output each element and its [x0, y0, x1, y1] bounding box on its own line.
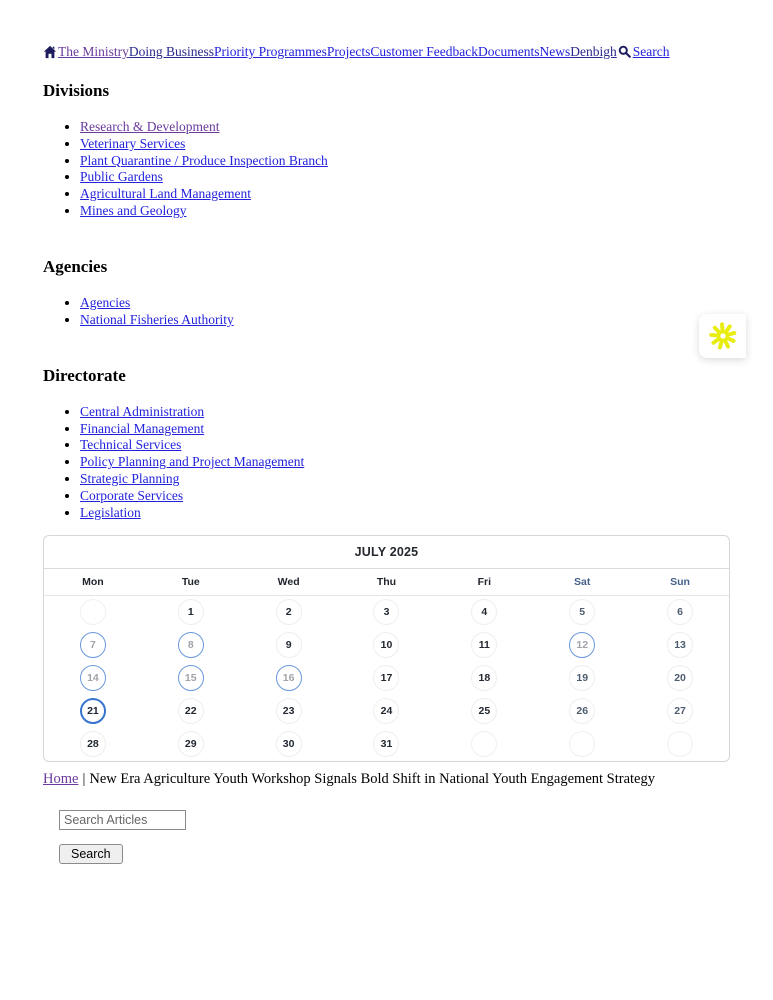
section-link[interactable]: Research & Development: [80, 119, 220, 134]
calendar-cell: [435, 629, 533, 662]
list-item: [80, 489, 730, 502]
calendar-cell: [631, 629, 729, 662]
nav-link[interactable]: Customer Feedback: [370, 44, 478, 59]
section-link-list: [43, 120, 730, 217]
calendar-cell: [338, 662, 436, 695]
section-link[interactable]: Central Administration: [80, 403, 205, 419]
weekday-label: Sun: [670, 575, 690, 588]
section-link[interactable]: Plant Quarantine / Produce Inspection Branch: [80, 152, 328, 168]
section-link[interactable]: Financial Management: [80, 420, 205, 436]
calendar-week-row: [44, 728, 729, 761]
calendar-day[interactable]: 20: [667, 665, 693, 691]
calendar-cell: [631, 662, 729, 695]
section-link[interactable]: Technical Services: [80, 437, 182, 453]
calendar-cell: [240, 596, 338, 629]
calendar-cell: [338, 695, 436, 728]
section-link[interactable]: Legislation: [80, 504, 141, 520]
calendar-cell: [631, 695, 729, 728]
section-link[interactable]: Policy Planning and Project Management: [80, 454, 305, 470]
sunburst-icon: [708, 321, 738, 351]
article-search-form: [59, 810, 730, 864]
calendar-day[interactable]: 31: [373, 731, 399, 757]
calendar-cell: [435, 695, 533, 728]
calendar-cell: [533, 662, 631, 695]
calendar-cell: [44, 662, 142, 695]
calendar-day[interactable]: 3: [373, 599, 399, 625]
calendar-cell: [240, 629, 338, 662]
sections-container: [43, 81, 730, 519]
list-item: [80, 154, 730, 167]
calendar-day[interactable]: 26: [569, 698, 595, 724]
search-magnifier-icon[interactable]: [618, 45, 631, 58]
calendar-cell: [533, 695, 631, 728]
calendar-week-row: [44, 629, 729, 662]
section-link[interactable]: National Fisheries Authority: [80, 311, 234, 327]
calendar-month-title: JULY 2025: [44, 536, 729, 569]
home-link[interactable]: Home: [43, 770, 79, 787]
calendar-week-row: [44, 662, 729, 695]
accessibility-widget-button[interactable]: [699, 314, 746, 358]
calendar-day[interactable]: 25: [471, 698, 497, 724]
calendar-cell: [435, 728, 533, 761]
search-articles-input[interactable]: [59, 810, 186, 830]
calendar-day[interactable]: 9: [276, 632, 302, 658]
calendar-day[interactable]: 17: [373, 665, 399, 691]
nav-link[interactable]: Documents: [478, 44, 540, 59]
section-heading: Agencies: [43, 256, 108, 276]
calendar-day-empty: [569, 731, 595, 757]
calendar-day[interactable]: 16: [276, 665, 302, 691]
nav-link[interactable]: Priority Programmes: [214, 44, 327, 59]
calendar-cell: [240, 728, 338, 761]
calendar-day[interactable]: 11: [471, 632, 497, 658]
section-heading: Divisions: [43, 81, 110, 100]
nav-link[interactable]: The Ministry: [58, 44, 129, 59]
calendar-week-row: [44, 695, 729, 728]
calendar-day-empty: [80, 599, 106, 625]
section-link[interactable]: Agencies: [80, 294, 131, 310]
list-item: [80, 313, 730, 326]
section-link[interactable]: Public Gardens: [80, 169, 163, 185]
breadcrumb-separator: |: [82, 770, 86, 787]
calendar-cell: [44, 695, 142, 728]
article-title: New Era Agriculture Youth Workshop Signals Bold Shift in National Youth Engagement Strategy: [89, 770, 655, 787]
calendar-day[interactable]: 5: [569, 599, 595, 625]
list-item: [80, 472, 730, 485]
list-item: [80, 422, 730, 435]
calendar-cell: [533, 596, 631, 629]
list-item: [80, 137, 730, 150]
weekday-label: Fri: [477, 575, 492, 588]
calendar-day[interactable]: 18: [471, 665, 497, 691]
nav-links: [58, 43, 617, 60]
section-link-list: [43, 296, 730, 326]
calendar-day[interactable]: 15: [178, 665, 204, 691]
calendar-cell: [338, 728, 436, 761]
section-heading: Directorate: [43, 365, 126, 385]
calendar-cell: [533, 629, 631, 662]
nav-link[interactable]: Projects: [326, 44, 371, 59]
list-item: [80, 438, 730, 451]
calendar-day[interactable]: 6: [667, 599, 693, 625]
events-calendar: [43, 535, 730, 762]
home-icon[interactable]: [43, 45, 57, 59]
calendar-cell: [240, 662, 338, 695]
calendar-week-row: [44, 596, 729, 629]
calendar-cell: [142, 695, 240, 728]
nav-link[interactable]: News: [539, 44, 571, 59]
list-item: [80, 405, 730, 418]
calendar-day[interactable]: 19: [569, 665, 595, 691]
calendar-day[interactable]: 8: [178, 632, 204, 658]
section-link[interactable]: Mines and Geology: [80, 202, 187, 218]
weekday-label: Sat: [574, 575, 591, 588]
calendar-cell: [142, 629, 240, 662]
calendar-cell: [44, 629, 142, 662]
calendar-day[interactable]: 1: [178, 599, 204, 625]
nav-search-link[interactable]: Search: [632, 44, 670, 59]
section-link[interactable]: Strategic Planning: [80, 470, 180, 486]
calendar-cell: [435, 662, 533, 695]
calendar-cell: [142, 662, 240, 695]
nav-link[interactable]: Doing Business: [128, 44, 215, 59]
calendar-day-empty: [667, 731, 693, 757]
weekday-label: Wed: [277, 575, 300, 588]
list-item: [80, 170, 730, 183]
calendar-cell: [338, 629, 436, 662]
calendar-weekday-row: [44, 569, 729, 596]
section-link[interactable]: Agricultural Land Management: [80, 186, 251, 202]
weekday-label: Thu: [376, 575, 397, 588]
section-link-list: [43, 405, 730, 519]
calendar-cell: [435, 596, 533, 629]
weekday-label: Mon: [82, 575, 104, 588]
calendar-day[interactable]: 23: [276, 698, 302, 724]
calendar-cell: [533, 728, 631, 761]
calendar-day[interactable]: 10: [373, 632, 399, 658]
top-navigation: [43, 43, 730, 60]
calendar-cell: [142, 728, 240, 761]
calendar-cell: [631, 728, 729, 761]
calendar-cell: [240, 695, 338, 728]
calendar-cell: [631, 596, 729, 629]
list-item: [80, 506, 730, 519]
section: [43, 366, 730, 519]
list-item: [80, 204, 730, 217]
calendar-day[interactable]: 27: [667, 698, 693, 724]
search-articles-button[interactable]: Search: [59, 844, 123, 864]
calendar-cell: [142, 596, 240, 629]
calendar-day[interactable]: 4: [471, 599, 497, 625]
calendar-day[interactable]: 14: [80, 665, 106, 691]
calendar-cell: [44, 728, 142, 761]
calendar-day-empty: [471, 731, 497, 757]
section: [43, 257, 730, 326]
breadcrumb: [43, 771, 730, 788]
list-item: [80, 120, 730, 133]
calendar-day[interactable]: 30: [276, 731, 302, 757]
section-link[interactable]: Veterinary Services: [80, 135, 186, 151]
list-item: [80, 455, 730, 468]
section-link[interactable]: Corporate Services: [80, 487, 184, 503]
calendar-cell: [44, 596, 142, 629]
calendar-day[interactable]: 28: [80, 731, 106, 757]
calendar-weeks: [44, 596, 729, 761]
list-item: [80, 296, 730, 309]
calendar-day[interactable]: 24: [373, 698, 399, 724]
calendar-day[interactable]: 13: [667, 632, 693, 658]
section: [43, 81, 730, 217]
calendar-day[interactable]: 21: [80, 698, 106, 724]
nav-link[interactable]: Denbigh: [570, 44, 617, 59]
calendar-day[interactable]: 2: [276, 599, 302, 625]
calendar-day[interactable]: 22: [178, 698, 204, 724]
calendar-cell: [338, 596, 436, 629]
calendar-day[interactable]: 7: [80, 632, 106, 658]
calendar-day[interactable]: 12: [569, 632, 595, 658]
weekday-label: Tue: [181, 575, 200, 588]
calendar-day[interactable]: 29: [178, 731, 204, 757]
list-item: [80, 187, 730, 200]
